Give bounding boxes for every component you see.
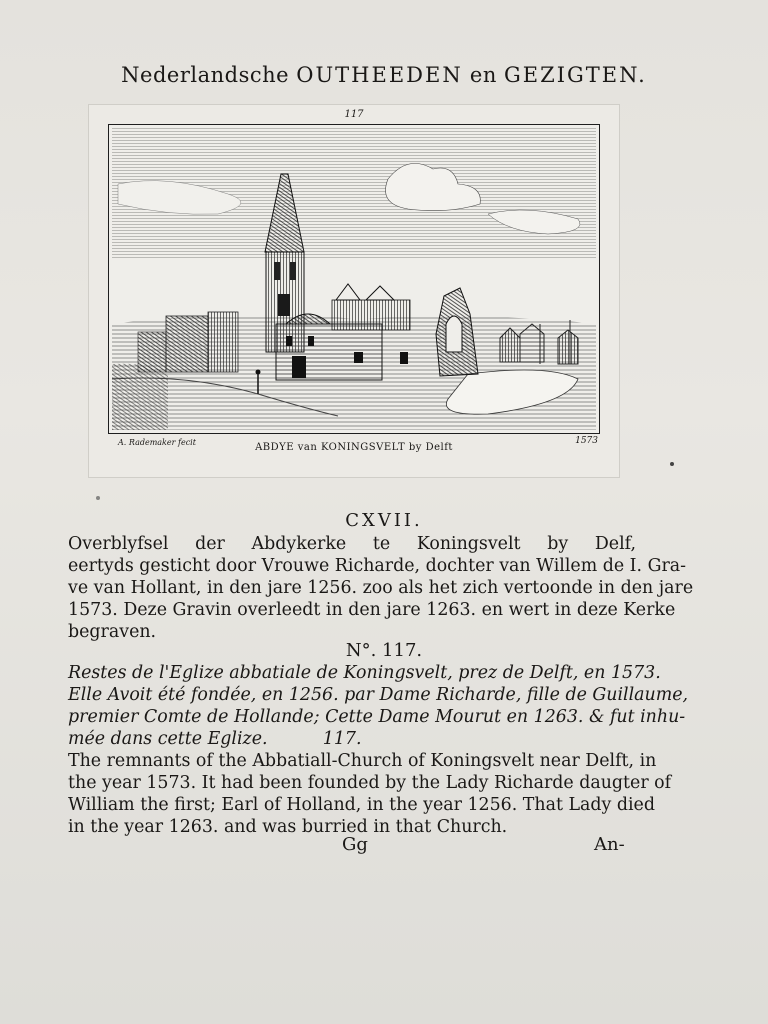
foxing-spot xyxy=(670,462,674,466)
engraver-signature: A. Rademaker fecit xyxy=(118,438,196,447)
engraving-plate xyxy=(88,104,620,478)
dutch-line: ve van Hollant, in den jare 1256. zoo als het zich vertoonde in den jare xyxy=(68,578,694,598)
french-line: Restes de l'Eglize abbatiale de Koningsvelt, prez de Delft, en 1573. xyxy=(68,663,661,683)
dutch-text xyxy=(68,533,694,643)
title-end: GEZIGTEN. xyxy=(504,63,647,87)
dutch-line: Overblyfsel der Abdykerke te Koningsvelt by Delf, xyxy=(68,534,636,554)
dutch-line: begraven. xyxy=(68,622,157,642)
title-prefix: Nederlandsche xyxy=(121,63,290,87)
title-and: en xyxy=(469,63,497,87)
foxing-spot xyxy=(96,496,100,500)
dutch-line: eertyds gesticht door Vrouwe Richarde, dochter van Willem de I. Gra- xyxy=(68,556,687,576)
french-line: mée dans cette Eglize. 117. xyxy=(68,729,362,749)
plate-number: 117 xyxy=(344,109,364,120)
english-text xyxy=(68,750,672,838)
plate-year: 1573 xyxy=(575,436,598,446)
section-number: CXVII. xyxy=(345,510,423,531)
plate-caption: ABDYE van KONINGSVELT by Delft xyxy=(255,442,453,453)
english-line: in the year 1263. and was burried in that Church. xyxy=(68,817,508,837)
english-line: William the first; Earl of Holland, in the year 1256. That Lady died xyxy=(68,795,655,815)
title-main: OUTHEEDEN xyxy=(296,63,463,87)
english-line: the year 1573. It had been founded by the Lady Richarde daugter of xyxy=(68,773,672,793)
catchword: An- xyxy=(594,834,625,855)
french-line: Elle Avoit été fondée, en 1256. par Dame Richarde, fille de Guillaume, xyxy=(68,685,689,705)
signature-mark: Gg xyxy=(342,834,368,855)
french-text xyxy=(68,662,689,750)
french-line: premier Comte de Hollande; Cette Dame Mourut en 1263. & fut inhu- xyxy=(68,707,686,727)
dutch-line: 1573. Deze Gravin overleedt in den jare 1263. en wert in deze Kerke xyxy=(68,600,676,620)
plate-reference: N°. 117. xyxy=(345,640,423,661)
english-line: The remnants of the Abbatiall-Church of Koningsvelt near Delft, in xyxy=(68,751,657,771)
abbey-ruins-engraving xyxy=(108,124,600,434)
page-title xyxy=(0,63,768,87)
